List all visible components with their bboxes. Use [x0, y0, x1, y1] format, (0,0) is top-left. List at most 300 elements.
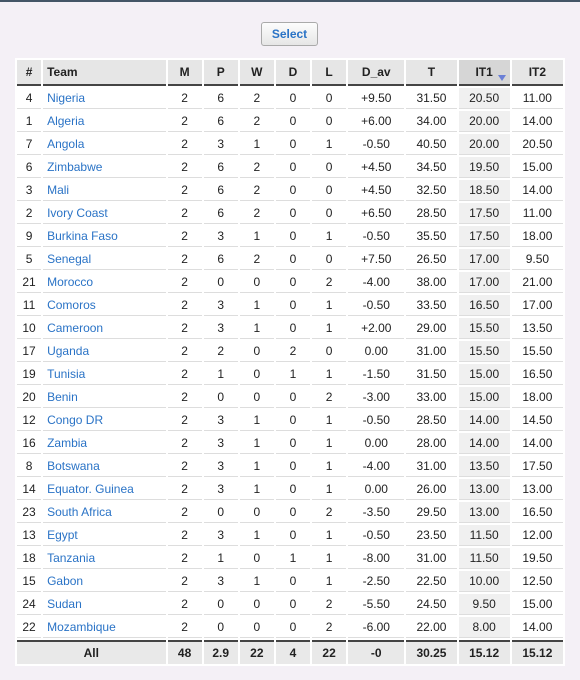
cell-l: 1 — [312, 410, 346, 431]
cell-t: 26.50 — [406, 249, 456, 270]
col-header-rank[interactable]: # — [17, 60, 41, 86]
cell-it2: 14.00 — [512, 180, 563, 201]
cell-it1: 20.50 — [459, 88, 510, 109]
cell-w: 1 — [240, 318, 274, 339]
cell-rank: 9 — [17, 226, 41, 247]
cell-it2: 15.00 — [512, 157, 563, 178]
cell-it2: 17.50 — [512, 456, 563, 477]
col-header-p[interactable]: P — [204, 60, 238, 86]
col-header-t[interactable]: T — [406, 60, 456, 86]
cell-l: 1 — [312, 318, 346, 339]
cell-it1: 14.00 — [459, 433, 510, 454]
cell-p: 0 — [204, 502, 238, 523]
cell-m: 2 — [168, 272, 202, 293]
cell-m: 2 — [168, 88, 202, 109]
cell-w: 1 — [240, 295, 274, 316]
col-header-it1-label: IT1 — [475, 65, 493, 79]
cell-d: 0 — [276, 479, 310, 500]
cell-dav: +4.50 — [348, 157, 404, 178]
cell-p: 1 — [204, 548, 238, 569]
cell-w: 1 — [240, 571, 274, 592]
cell-it2: 21.00 — [512, 272, 563, 293]
cell-dav: 0.00 — [348, 341, 404, 362]
cell-team — [43, 502, 165, 523]
cell-t: 34.50 — [406, 157, 456, 178]
col-header-it2[interactable]: IT2 — [512, 60, 563, 86]
cell-d: 0 — [276, 203, 310, 224]
cell-t: 22.00 — [406, 617, 456, 638]
cell-team — [43, 203, 165, 224]
table-row — [17, 134, 563, 155]
cell-t: 23.50 — [406, 525, 456, 546]
cell-p: 3 — [204, 134, 238, 155]
cell-t: 31.50 — [406, 88, 456, 109]
cell-rank: 19 — [17, 364, 41, 385]
cell-w: 2 — [240, 249, 274, 270]
cell-it2: 12.50 — [512, 571, 563, 592]
cell-it2: 12.00 — [512, 525, 563, 546]
team-link[interactable]: Ivory Coast — [47, 206, 108, 220]
cell-t: 32.50 — [406, 180, 456, 201]
cell-p: 6 — [204, 88, 238, 109]
cell-l: 0 — [312, 88, 346, 109]
cell-t: 35.50 — [406, 226, 456, 247]
cell-rank: 14 — [17, 479, 41, 500]
cell-it2: 15.00 — [512, 594, 563, 615]
cell-team — [43, 226, 165, 247]
cell-l: 2 — [312, 387, 346, 408]
team-link[interactable]: Mozambique — [47, 620, 116, 634]
table-row — [17, 111, 563, 132]
team-link[interactable]: Mali — [47, 183, 70, 197]
cell-rank: 8 — [17, 456, 41, 477]
team-link[interactable]: Tunisia — [47, 367, 86, 381]
cell-rank: 6 — [17, 157, 41, 178]
cell-it1: 20.00 — [459, 111, 510, 132]
cell-it1: 17.50 — [459, 203, 510, 224]
team-link[interactable]: Zimbabwe — [47, 160, 103, 174]
cell-m: 2 — [168, 617, 202, 638]
cell-it1: 18.50 — [459, 180, 510, 201]
cell-dav: -6.00 — [348, 617, 404, 638]
totals-dav: -0 — [348, 640, 404, 664]
cell-it2: 14.50 — [512, 410, 563, 431]
cell-l: 1 — [312, 571, 346, 592]
sort-descending-icon — [498, 75, 506, 81]
col-header-m[interactable]: M — [168, 60, 202, 86]
cell-p: 3 — [204, 318, 238, 339]
cell-d: 0 — [276, 456, 310, 477]
cell-it2: 20.50 — [512, 134, 563, 155]
cell-rank: 20 — [17, 387, 41, 408]
cell-rank: 11 — [17, 295, 41, 316]
cell-w: 2 — [240, 203, 274, 224]
table-body — [17, 88, 563, 638]
team-link[interactable]: Congo DR — [47, 413, 104, 427]
table-row — [17, 594, 563, 615]
cell-p: 3 — [204, 433, 238, 454]
cell-dav: -3.50 — [348, 502, 404, 523]
cell-dav: -2.50 — [348, 571, 404, 592]
cell-dav: -0.50 — [348, 226, 404, 247]
cell-team — [43, 364, 165, 385]
table-row — [17, 295, 563, 316]
cell-l: 2 — [312, 272, 346, 293]
cell-it1: 11.50 — [459, 525, 510, 546]
table-row — [17, 180, 563, 201]
team-link[interactable]: Burkina Faso — [47, 229, 118, 243]
cell-team — [43, 295, 165, 316]
table-row — [17, 88, 563, 109]
team-link[interactable]: Algeria — [47, 114, 85, 128]
table-row — [17, 387, 563, 408]
team-link[interactable]: Egypt — [47, 528, 78, 542]
totals-it1: 15.12 — [459, 640, 510, 664]
cell-dav: -3.00 — [348, 387, 404, 408]
cell-dav: +7.50 — [348, 249, 404, 270]
cell-w: 2 — [240, 111, 274, 132]
cell-d: 0 — [276, 295, 310, 316]
cell-p: 6 — [204, 203, 238, 224]
cell-rank: 15 — [17, 571, 41, 592]
cell-it1: 8.00 — [459, 617, 510, 638]
cell-it2: 9.50 — [512, 249, 563, 270]
cell-m: 2 — [168, 111, 202, 132]
cell-d: 0 — [276, 157, 310, 178]
cell-l: 1 — [312, 548, 346, 569]
cell-it2: 16.50 — [512, 502, 563, 523]
cell-team — [43, 88, 165, 109]
col-header-it1[interactable] — [459, 60, 510, 86]
cell-m: 2 — [168, 364, 202, 385]
team-link[interactable]: Zambia — [47, 436, 88, 450]
team-link[interactable]: Gabon — [47, 574, 84, 588]
cell-d: 1 — [276, 364, 310, 385]
cell-m: 2 — [168, 203, 202, 224]
table-row — [17, 571, 563, 592]
cell-p: 6 — [204, 180, 238, 201]
team-link[interactable]: Benin — [47, 390, 78, 404]
cell-team — [43, 387, 165, 408]
cell-rank: 2 — [17, 203, 41, 224]
cell-w: 0 — [240, 548, 274, 569]
totals-row — [17, 640, 563, 664]
cell-d: 0 — [276, 180, 310, 201]
cell-d: 0 — [276, 594, 310, 615]
col-header-w[interactable]: W — [240, 60, 274, 86]
cell-team — [43, 571, 165, 592]
cell-w: 2 — [240, 180, 274, 201]
totals-label: All — [17, 640, 166, 664]
cell-rank: 5 — [17, 249, 41, 270]
col-header-d[interactable]: D — [276, 60, 310, 86]
cell-m: 2 — [168, 226, 202, 247]
cell-m: 2 — [168, 502, 202, 523]
cell-d: 0 — [276, 226, 310, 247]
cell-team — [43, 548, 165, 569]
cell-l: 0 — [312, 157, 346, 178]
standings-table — [15, 58, 565, 666]
cell-team — [43, 272, 165, 293]
cell-d: 0 — [276, 134, 310, 155]
cell-t: 22.50 — [406, 571, 456, 592]
cell-dav: -0.50 — [348, 295, 404, 316]
cell-dav: +6.00 — [348, 111, 404, 132]
cell-it1: 15.50 — [459, 341, 510, 362]
cell-l: 0 — [312, 180, 346, 201]
table-row — [17, 433, 563, 454]
cell-dav: +6.50 — [348, 203, 404, 224]
cell-l: 1 — [312, 295, 346, 316]
cell-d: 0 — [276, 249, 310, 270]
cell-m: 2 — [168, 525, 202, 546]
cell-dav: -0.50 — [348, 525, 404, 546]
cell-it2: 14.00 — [512, 111, 563, 132]
cell-t: 31.00 — [406, 548, 456, 569]
cell-rank: 23 — [17, 502, 41, 523]
cell-p: 1 — [204, 364, 238, 385]
cell-w: 2 — [240, 88, 274, 109]
totals-w: 22 — [240, 640, 274, 664]
table-row — [17, 525, 563, 546]
cell-d: 0 — [276, 272, 310, 293]
cell-rank: 22 — [17, 617, 41, 638]
cell-it1: 16.50 — [459, 295, 510, 316]
cell-l: 2 — [312, 502, 346, 523]
team-link[interactable]: Morocco — [47, 275, 94, 289]
cell-it2: 15.50 — [512, 341, 563, 362]
table-row — [17, 456, 563, 477]
cell-p: 3 — [204, 226, 238, 247]
cell-it1: 14.00 — [459, 410, 510, 431]
cell-m: 2 — [168, 433, 202, 454]
cell-it2: 13.00 — [512, 479, 563, 500]
cell-t: 33.00 — [406, 387, 456, 408]
cell-l: 2 — [312, 617, 346, 638]
table-row — [17, 548, 563, 569]
cell-w: 0 — [240, 502, 274, 523]
cell-w: 1 — [240, 525, 274, 546]
cell-w: 0 — [240, 364, 274, 385]
cell-t: 40.50 — [406, 134, 456, 155]
cell-m: 2 — [168, 571, 202, 592]
cell-dav: +4.50 — [348, 180, 404, 201]
standings-table-container — [15, 58, 565, 666]
cell-it1: 17.00 — [459, 249, 510, 270]
cell-p: 3 — [204, 456, 238, 477]
cell-m: 2 — [168, 410, 202, 431]
cell-it1: 13.50 — [459, 456, 510, 477]
cell-p: 3 — [204, 525, 238, 546]
totals-d: 4 — [276, 640, 310, 664]
cell-p: 3 — [204, 410, 238, 431]
table-row — [17, 157, 563, 178]
team-link[interactable]: Senegal — [47, 252, 92, 266]
totals-it2: 15.12 — [512, 640, 563, 664]
col-header-dav[interactable]: D_av — [348, 60, 404, 86]
table-row — [17, 364, 563, 385]
totals-l: 22 — [312, 640, 346, 664]
team-link[interactable]: Nigeria — [47, 91, 86, 105]
cell-l: 1 — [312, 433, 346, 454]
cell-t: 31.00 — [406, 456, 456, 477]
cell-team — [43, 341, 165, 362]
cell-t: 38.00 — [406, 272, 456, 293]
cell-rank: 21 — [17, 272, 41, 293]
team-link[interactable]: South Africa — [47, 505, 112, 519]
cell-p: 0 — [204, 272, 238, 293]
cell-team — [43, 433, 165, 454]
cell-it1: 9.50 — [459, 594, 510, 615]
table-row — [17, 502, 563, 523]
team-link[interactable]: Comoros — [47, 298, 96, 312]
cell-d: 2 — [276, 341, 310, 362]
cell-l: 1 — [312, 226, 346, 247]
col-header-l[interactable]: L — [312, 60, 346, 86]
cell-m: 2 — [168, 548, 202, 569]
totals-p: 2.9 — [204, 640, 238, 664]
cell-it2: 17.00 — [512, 295, 563, 316]
cell-it1: 15.50 — [459, 318, 510, 339]
header-row — [17, 60, 563, 86]
cell-it1: 13.00 — [459, 479, 510, 500]
cell-t: 28.00 — [406, 433, 456, 454]
cell-t: 34.00 — [406, 111, 456, 132]
col-header-team[interactable]: Team — [43, 60, 165, 86]
cell-team — [43, 318, 165, 339]
team-link[interactable]: Angola — [47, 137, 85, 151]
team-link[interactable]: Uganda — [47, 344, 90, 358]
cell-rank: 3 — [17, 180, 41, 201]
cell-team — [43, 249, 165, 270]
cell-it2: 11.00 — [512, 88, 563, 109]
team-link[interactable]: Cameroon — [47, 321, 104, 335]
cell-l: 1 — [312, 525, 346, 546]
cell-dav: -4.00 — [348, 456, 404, 477]
team-link[interactable]: Equator. Guinea — [47, 482, 134, 496]
cell-team — [43, 134, 165, 155]
cell-p: 6 — [204, 111, 238, 132]
team-link[interactable]: Botswana — [47, 459, 100, 473]
cell-l: 2 — [312, 594, 346, 615]
cell-m: 2 — [168, 180, 202, 201]
totals-t: 30.25 — [406, 640, 456, 664]
cell-w: 2 — [240, 157, 274, 178]
cell-dav: +2.00 — [348, 318, 404, 339]
cell-it1: 13.00 — [459, 502, 510, 523]
cell-it2: 14.00 — [512, 433, 563, 454]
cell-w: 0 — [240, 272, 274, 293]
cell-p: 0 — [204, 594, 238, 615]
table-row — [17, 318, 563, 339]
cell-d: 0 — [276, 387, 310, 408]
cell-t: 28.50 — [406, 410, 456, 431]
cell-rank: 1 — [17, 111, 41, 132]
table-row — [17, 272, 563, 293]
cell-rank: 7 — [17, 134, 41, 155]
cell-rank: 4 — [17, 88, 41, 109]
team-link[interactable]: Sudan — [47, 597, 82, 611]
cell-m: 2 — [168, 456, 202, 477]
cell-m: 2 — [168, 157, 202, 178]
cell-team — [43, 410, 165, 431]
cell-it1: 15.00 — [459, 364, 510, 385]
cell-t: 33.50 — [406, 295, 456, 316]
cell-w: 1 — [240, 134, 274, 155]
cell-d: 0 — [276, 571, 310, 592]
cell-team — [43, 525, 165, 546]
cell-dav: -4.00 — [348, 272, 404, 293]
cell-w: 0 — [240, 594, 274, 615]
cell-rank: 18 — [17, 548, 41, 569]
cell-p: 0 — [204, 387, 238, 408]
cell-t: 31.00 — [406, 341, 456, 362]
cell-d: 0 — [276, 410, 310, 431]
table-row — [17, 203, 563, 224]
cell-m: 2 — [168, 387, 202, 408]
cell-t: 29.00 — [406, 318, 456, 339]
cell-dav: 0.00 — [348, 433, 404, 454]
cell-m: 2 — [168, 318, 202, 339]
cell-w: 1 — [240, 456, 274, 477]
cell-w: 0 — [240, 341, 274, 362]
cell-w: 1 — [240, 410, 274, 431]
cell-rank: 10 — [17, 318, 41, 339]
cell-d: 0 — [276, 111, 310, 132]
cell-m: 2 — [168, 295, 202, 316]
cell-rank: 24 — [17, 594, 41, 615]
totals-m: 48 — [168, 640, 202, 664]
cell-t: 29.50 — [406, 502, 456, 523]
cell-it2: 19.50 — [512, 548, 563, 569]
cell-l: 1 — [312, 134, 346, 155]
cell-rank: 13 — [17, 525, 41, 546]
cell-dav: -0.50 — [348, 410, 404, 431]
cell-d: 0 — [276, 318, 310, 339]
cell-p: 6 — [204, 157, 238, 178]
cell-l: 0 — [312, 111, 346, 132]
cell-t: 31.50 — [406, 364, 456, 385]
cell-l: 1 — [312, 364, 346, 385]
cell-m: 2 — [168, 249, 202, 270]
cell-d: 0 — [276, 525, 310, 546]
cell-l: 0 — [312, 341, 346, 362]
cell-rank: 12 — [17, 410, 41, 431]
cell-team — [43, 456, 165, 477]
cell-d: 1 — [276, 548, 310, 569]
select-button[interactable]: Select — [261, 22, 318, 46]
cell-w: 0 — [240, 617, 274, 638]
cell-it2: 18.00 — [512, 226, 563, 247]
team-link[interactable]: Tanzania — [47, 551, 96, 565]
cell-p: 2 — [204, 341, 238, 362]
cell-rank: 16 — [17, 433, 41, 454]
cell-dav: +9.50 — [348, 88, 404, 109]
cell-p: 3 — [204, 295, 238, 316]
table-row — [17, 617, 563, 638]
cell-p: 6 — [204, 249, 238, 270]
cell-l: 1 — [312, 456, 346, 477]
cell-m: 2 — [168, 134, 202, 155]
cell-d: 0 — [276, 433, 310, 454]
cell-it1: 20.00 — [459, 134, 510, 155]
cell-it1: 17.50 — [459, 226, 510, 247]
cell-d: 0 — [276, 502, 310, 523]
cell-l: 0 — [312, 203, 346, 224]
cell-t: 28.50 — [406, 203, 456, 224]
table-row — [17, 226, 563, 247]
cell-t: 26.00 — [406, 479, 456, 500]
